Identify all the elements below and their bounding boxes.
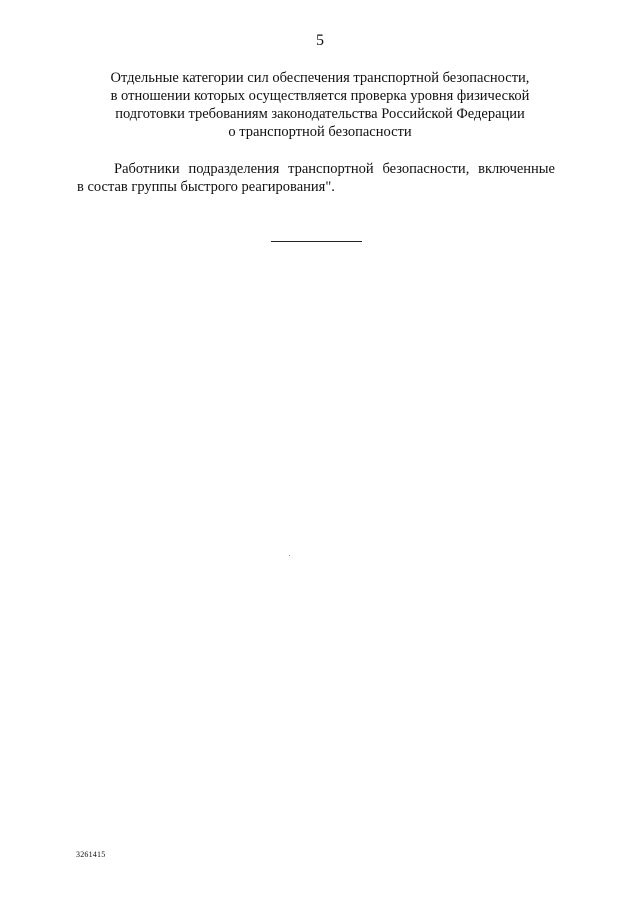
heading-line: в отношении которых осуществляется проверка уровня физической [110, 88, 530, 104]
paragraph-word: включенные [478, 161, 555, 177]
paragraph-first-line [77, 160, 555, 178]
body-paragraph [77, 160, 555, 196]
document-code: 3261415 [76, 850, 106, 859]
document-heading [0, 69, 640, 141]
page-number: 5 [316, 32, 324, 49]
scan-speck [289, 555, 290, 556]
paragraph-word: подразделения [188, 161, 280, 177]
paragraph-word: безопасности, [382, 161, 470, 177]
heading-line: о транспортной безопасности [228, 124, 412, 140]
paragraph-word: транспортной [288, 161, 374, 177]
heading-line: Отдельные категории сил обеспечения транспортной безопасности, [110, 70, 530, 86]
section-divider [271, 241, 362, 242]
heading-line: подготовки требованиям законодательства Российской Федерации [115, 106, 525, 122]
paragraph-second-line: в состав группы быстрого реагирования". [77, 179, 335, 195]
paragraph-word: Работники [114, 161, 180, 177]
